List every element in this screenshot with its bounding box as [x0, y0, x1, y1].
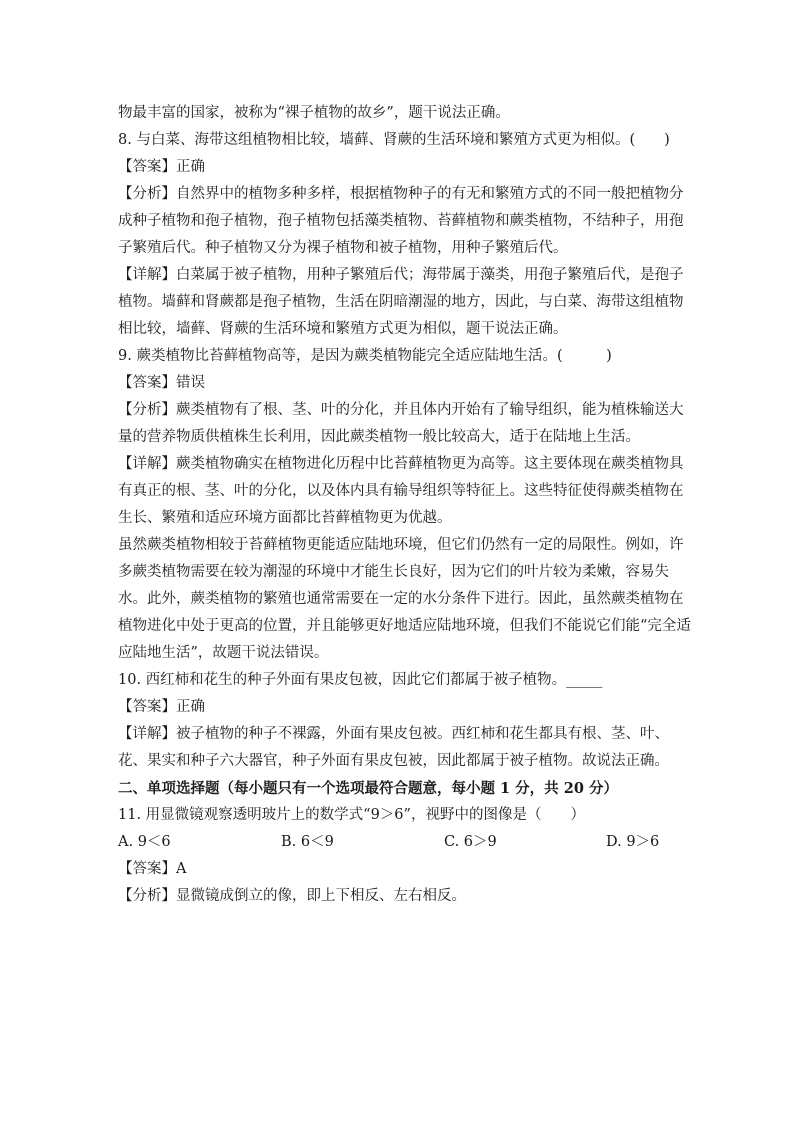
detail-9: 【详解】蕨类植物确实在植物进化历程中比苔藓植物更为高等。这主要体现在蕨类植物具 — [118, 456, 684, 472]
text-line: 水。此外，蕨类植物的繁殖也通常需要在一定的水分条件下进行。因此，虽然蕨类植物在 — [118, 591, 684, 607]
text-line: 应陆地生活”，故题干说法错误。 — [118, 645, 329, 661]
text-line: 花、果实和种子六大器官，种子外面有果皮包被，因此都属于被子植物。故说法正确。 — [118, 753, 669, 769]
answer-10: 【答案】正确 — [118, 699, 205, 715]
text-line: 虽然蕨类植物相较于苔藓植物更能适应陆地环境，但它们仍然有一定的局限性。例如，许 — [118, 537, 684, 553]
document-page — [118, 100, 691, 910]
question-10: 10. 西红柿和花生的种子外面有果皮包被，因此它们都属于被子植物。_____ — [118, 672, 603, 688]
answer-8: 【答案】正确 — [118, 159, 205, 175]
question-8: 8. 与白菜、海带这组植物相比较，墙藓、肾蕨的生活环境和繁殖方式更为相似。( ) — [118, 132, 670, 148]
text-line: 物最丰富的国家，被称为“裸子植物的故乡”，题干说法正确。 — [118, 105, 510, 121]
option-b: B. 6＜9 — [281, 834, 334, 850]
question-11: 11. 用显微镜观察透明玻片上的数学式“9＞6”，视野中的图像是（ ） — [118, 807, 585, 823]
option-d: D. 9＞6 — [606, 834, 660, 850]
option-a: A. 9＜6 — [118, 834, 171, 850]
text-line: 生长、繁殖和适应环境方面都比苔藓植物更为优越。 — [118, 510, 452, 526]
option-c: C. 6＞9 — [444, 834, 497, 850]
text-line: 有真正的根、茎、叶的分化，以及体内具有输导组织等特征上。这些特征使得蕨类植物在 — [118, 483, 684, 499]
answer-9: 【答案】错误 — [118, 375, 205, 391]
answer-options — [118, 829, 678, 856]
text-line: 成种子植物和孢子植物，孢子植物包括藻类植物、苔藓植物和蕨类植物，不结种子，用孢 — [118, 213, 684, 229]
text-line: 量的营养物质供植株生长利用，因此蕨类植物一般比较高大，适于在陆地上生活。 — [118, 429, 640, 445]
text-line: 子繁殖后代。种子植物又分为裸子植物和被子植物，用种子繁殖后代。 — [118, 240, 568, 256]
answer-11: 【答案】A — [118, 861, 187, 877]
analysis-9: 【分析】蕨类植物有了根、茎、叶的分化，并且体内开始有了输导组织，能为植株输送大 — [118, 402, 684, 418]
analysis-11: 【分析】显微镜成倒立的像，即上下相反、左右相反。 — [118, 888, 466, 904]
text-line: 植物进化中处于更高的位置，并且能够更好地适应陆地环境，但我们不能说它们能“完全适 — [118, 618, 691, 634]
analysis-8: 【分析】自然界中的植物多种多样，根据植物种子的有无和繁殖方式的不同一般把植物分 — [118, 186, 684, 202]
text-line: 相比较，墙藓、肾蕨的生活环境和繁殖方式更为相似，题干说法正确。 — [118, 321, 568, 337]
question-9: 9. 蕨类植物比苔藓植物高等，是因为蕨类植物能完全适应陆地生活。( ) — [118, 348, 612, 364]
detail-10: 【详解】被子植物的种子不裸露，外面有果皮包被。西红柿和花生都具有根、茎、叶、 — [118, 726, 669, 742]
section-title: 二、单项选择题（每小题只有一个选项最符合题意，每小题 1 分，共 20 分） — [118, 780, 618, 797]
detail-8: 【详解】白菜属于被子植物，用种子繁殖后代；海带属于藻类，用孢子繁殖后代，是孢子 — [118, 267, 684, 283]
text-line: 多蕨类植物需要在较为潮湿的环境中才能生长良好，因为它们的叶片较为柔嫩，容易失 — [118, 564, 669, 580]
text-line: 植物。墙藓和肾蕨都是孢子植物，生活在阴暗潮湿的地方，因此，与白菜、海带这组植物 — [118, 294, 684, 310]
